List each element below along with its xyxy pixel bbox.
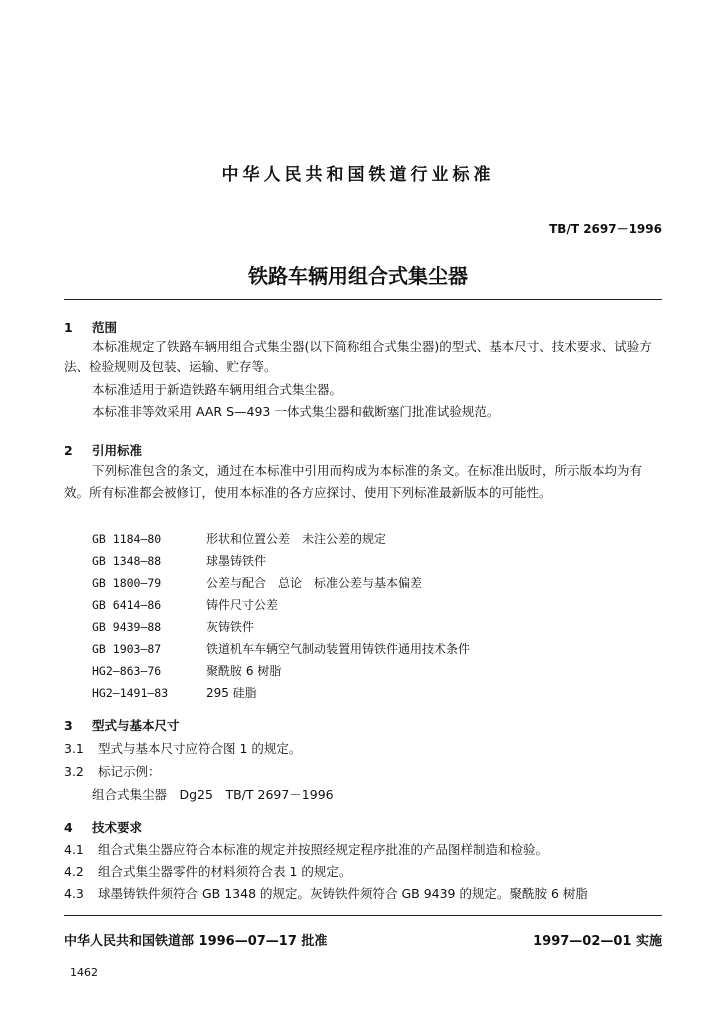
reference-code: GB 1348—88: [92, 554, 162, 568]
reference-code: GB 1903—87: [92, 642, 162, 656]
clause-number: 4.3: [64, 886, 84, 901]
clause: [64, 739, 301, 757]
section-number: 3: [64, 718, 73, 733]
clause: [64, 840, 548, 858]
reference-code: GB 1800—79: [92, 576, 162, 590]
reference-item: [92, 640, 470, 657]
approval-note: 中华人民共和国铁道部 1996—07—17 批准: [64, 934, 328, 949]
section-number: 4: [64, 820, 73, 835]
reference-title: 球墨铸铁件: [206, 554, 267, 568]
section-3-heading: [64, 716, 180, 734]
reference-title: 铁道机车车辆空气制动装置用铸铁件通用技术条件: [206, 642, 471, 656]
section-title: 技术要求: [92, 820, 143, 835]
section-title: 型式与基本尺寸: [92, 718, 180, 733]
reference-code: HG2—1491—83: [92, 686, 169, 700]
implementation-date: 1997—02—01 实施: [533, 934, 662, 949]
reference-item: [92, 530, 386, 547]
clause-number: 4.1: [64, 842, 84, 857]
section-title: 范围: [92, 320, 118, 335]
reference-item: [92, 662, 281, 679]
page-number: 1462: [70, 966, 98, 979]
reference-title: 295 硅脂: [206, 686, 257, 700]
clause-number: 4.2: [64, 864, 84, 879]
clause-text: 组合式集尘器应符合本标准的规定并按照经规定程序批准的产品图样制造和检验。: [98, 842, 549, 857]
section-2-heading: [64, 441, 142, 459]
section-4-heading: [64, 818, 142, 836]
marking-example: 组合式集尘器 Dg25 TB/T 2697－1996: [92, 787, 334, 802]
footer-divider: [64, 915, 662, 916]
section-title: 引用标准: [92, 443, 143, 458]
reference-item: [92, 596, 278, 613]
section-1-heading: [64, 318, 117, 336]
reference-item: [92, 552, 266, 569]
document-title: 铁路车辆用组合式集尘器: [248, 264, 468, 288]
clause-text: 型式与基本尺寸应符合图 1 的规定。: [98, 741, 302, 756]
clause-number: 3.1: [64, 741, 84, 756]
standard-code: TB/T 2697－1996: [549, 222, 662, 236]
reference-title: 铸件尺寸公差: [206, 598, 279, 612]
clause: [64, 762, 161, 780]
paragraph: 本标准非等效采用 AAR S—493 一体式集尘器和截断塞门批准试验规范。: [92, 404, 500, 419]
reference-item: [92, 684, 257, 701]
paragraph: 本标准适用于新造铁路车辆用组合式集尘器。: [92, 382, 343, 397]
paragraph: 本标准规定了铁路车辆用组合式集尘器(以下简称组合式集尘器)的型式、基本尺寸、技术要求、试验方法、检验规则及包装、运输、贮存等。: [64, 339, 652, 374]
section-number: 2: [64, 443, 73, 458]
reference-item: [92, 618, 254, 635]
reference-code: GB 9439—88: [92, 620, 162, 634]
issuing-organization: 中华人民共和国铁道行业标准: [221, 165, 495, 185]
reference-code: GB 1184—80: [92, 532, 162, 546]
title-divider: [64, 299, 662, 300]
reference-title: 灰铸铁件: [206, 620, 255, 634]
reference-code: HG2—863—76: [92, 664, 162, 678]
section-number: 1: [64, 320, 73, 335]
clause: [64, 862, 351, 880]
clause-number: 3.2: [64, 764, 84, 779]
clause-text: 组合式集尘器零件的材料须符合表 1 的规定。: [98, 864, 352, 879]
clause-text: 标记示例：: [98, 764, 161, 779]
paragraph: 下列标准包含的条文，通过在本标准中引用而构成为本标准的条文。在标准出版时，所示版本均为有效。所有标准都会被修订，使用本标准的各方应探讨、使用下列标准最新版本的可能性。: [64, 463, 643, 500]
reference-item: [92, 574, 422, 591]
reference-title: 形状和位置公差 未注公差的规定: [206, 532, 387, 546]
reference-code: GB 6414—86: [92, 598, 162, 612]
clause: [64, 884, 588, 902]
reference-title: 公差与配合 总论 标准公差与基本偏差: [206, 576, 423, 590]
reference-title: 聚酰胺 6 树脂: [206, 664, 282, 678]
clause-text: 球墨铸铁件须符合 GB 1348 的规定。灰铸铁件须符合 GB 9439 的规定。聚酰胺 6 树脂: [98, 886, 588, 901]
